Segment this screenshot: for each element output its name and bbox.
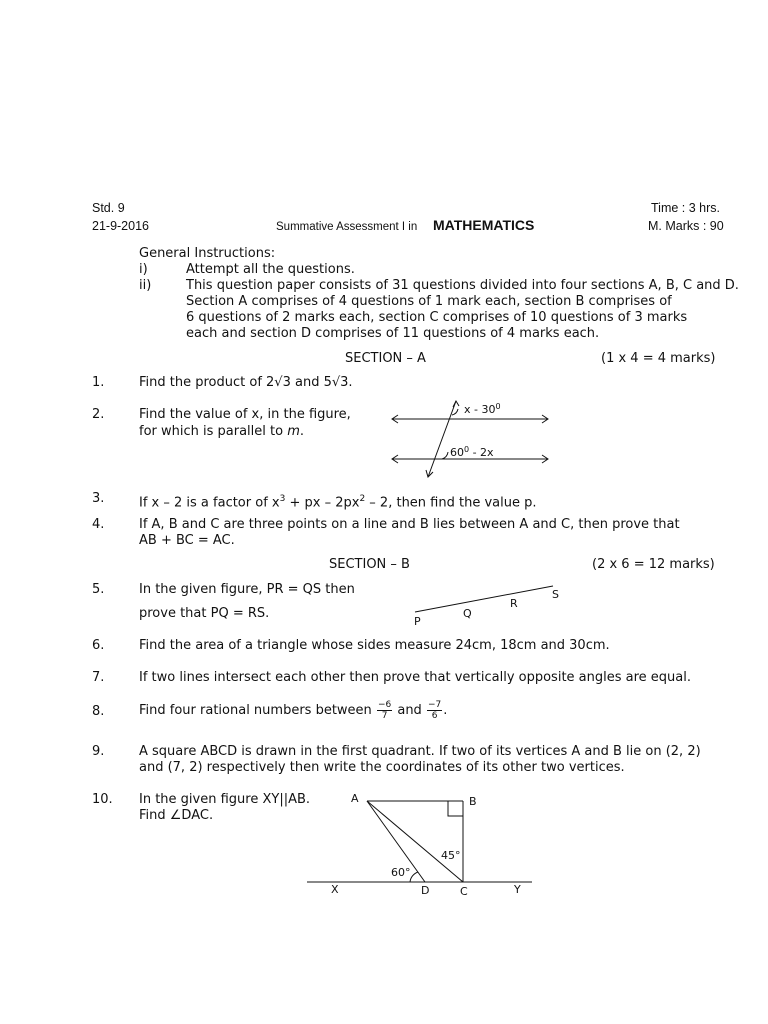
- triangle-figure: [300, 790, 540, 900]
- vertex-label-a: A: [351, 792, 359, 805]
- instruction-text-2d: each and section D comprises of 11 questions of 4 marks each.: [186, 326, 600, 341]
- question-number: 3.: [92, 491, 105, 506]
- question-number: 1.: [92, 375, 105, 390]
- parallel-lines-figure: [380, 395, 560, 485]
- question-4-line2: AB + BC = AC.: [139, 533, 235, 548]
- max-marks-label: M. Marks : 90: [648, 219, 724, 233]
- angle-label-top: x - $30^0$: [464, 402, 501, 416]
- fraction-2: $\frac{-7}{6}$: [427, 700, 442, 721]
- assessment-label: Summative Assessment I in: [276, 221, 418, 233]
- point-label-r: R: [510, 597, 518, 610]
- question-8-text: Find four rational numbers between $\frac{-6}{7}$ and $\frac{-7}{6}$ .: [139, 700, 448, 721]
- point-label-s: S: [552, 588, 559, 601]
- time-label: Time : 3 hrs.: [651, 201, 720, 215]
- instruction-text-2c: 6 questions of 2 marks each, section C comprises of 10 questions of 3 marks: [186, 310, 688, 325]
- point-label-y: Y: [514, 883, 521, 896]
- section-b-marks: (2 x 6 = 12 marks): [592, 557, 715, 572]
- question-5-line2: prove that PQ = RS.: [139, 606, 270, 621]
- question-4-line1: If A, B and C are three points on a line and B lies between A and C, then prove that: [139, 517, 680, 532]
- question-6-text: Find the area of a triangle whose sides measure 24cm, 18cm and 30cm.: [139, 638, 610, 653]
- question-number: 2.: [92, 407, 105, 422]
- question-3-text: If x – 2 is a factor of $x^3$ + px – $2px^2 - 2$, then find the value p.: [139, 494, 537, 511]
- vertex-label-b: B: [469, 795, 477, 808]
- section-a-title: SECTION – A: [345, 351, 426, 366]
- instruction-num-1: i): [139, 262, 148, 277]
- line-segment-figure: [405, 580, 575, 630]
- question-number: 10.: [92, 792, 113, 807]
- instruction-text-2b: Section A comprises of 4 questions of 1 mark each, section B comprises of: [186, 294, 672, 309]
- instructions-title: General Instructions:: [139, 246, 276, 261]
- question-7-text: If two lines intersect each other then prove that vertically opposite angles are equal.: [139, 670, 691, 685]
- question-number: 9.: [92, 744, 105, 759]
- question-number: 7.: [92, 670, 105, 685]
- exam-date: 21-9-2016: [92, 219, 149, 233]
- point-label-q: Q: [463, 607, 472, 620]
- question-1-text: Find the product of 2√3 and 5√3.: [139, 375, 353, 390]
- section-a-marks: (1 x 4 = 4 marks): [601, 351, 716, 366]
- class-label: Std. 9: [92, 201, 125, 215]
- question-number: 6.: [92, 638, 105, 653]
- instruction-text-1: Attempt all the questions.: [186, 262, 355, 277]
- instruction-num-2: ii): [139, 278, 152, 293]
- section-b-title: SECTION – B: [329, 557, 410, 572]
- question-2-line1: Find the value of x, in the figure,: [139, 407, 351, 422]
- vertex-label-c: C: [460, 885, 468, 898]
- instruction-text-2a: This question paper consists of 31 questions divided into four sections A, B, C and D.: [186, 278, 739, 293]
- question-9-line2: and (7, 2) respectively then write the coordinates of its other two vertices.: [139, 760, 625, 775]
- subject-title: MATHEMATICS: [433, 217, 535, 233]
- question-2-line2: for which is parallel to m.: [139, 424, 305, 439]
- question-10-line2: Find ∠DAC.: [139, 808, 214, 823]
- question-10-line1: In the given figure XY||AB.: [139, 792, 311, 807]
- angle-label-bottom: $60^0 - 2x$: [450, 445, 494, 459]
- point-label-x: X: [331, 883, 339, 896]
- angle-label-60: 60°: [391, 866, 411, 879]
- question-9-line1: A square ABCD is drawn in the first quadrant. If two of its vertices A and B lie on (2, 2): [139, 744, 701, 759]
- fraction-1: $\frac{-6}{7}$: [377, 700, 392, 721]
- vertex-label-d: D: [421, 884, 430, 897]
- question-number: 8.: [92, 704, 105, 719]
- question-number: 4.: [92, 517, 105, 532]
- question-5-line1: In the given figure, PR = QS then: [139, 582, 355, 597]
- question-number: 5.: [92, 582, 105, 597]
- point-label-p: P: [414, 615, 421, 628]
- angle-label-45: 45°: [441, 849, 461, 862]
